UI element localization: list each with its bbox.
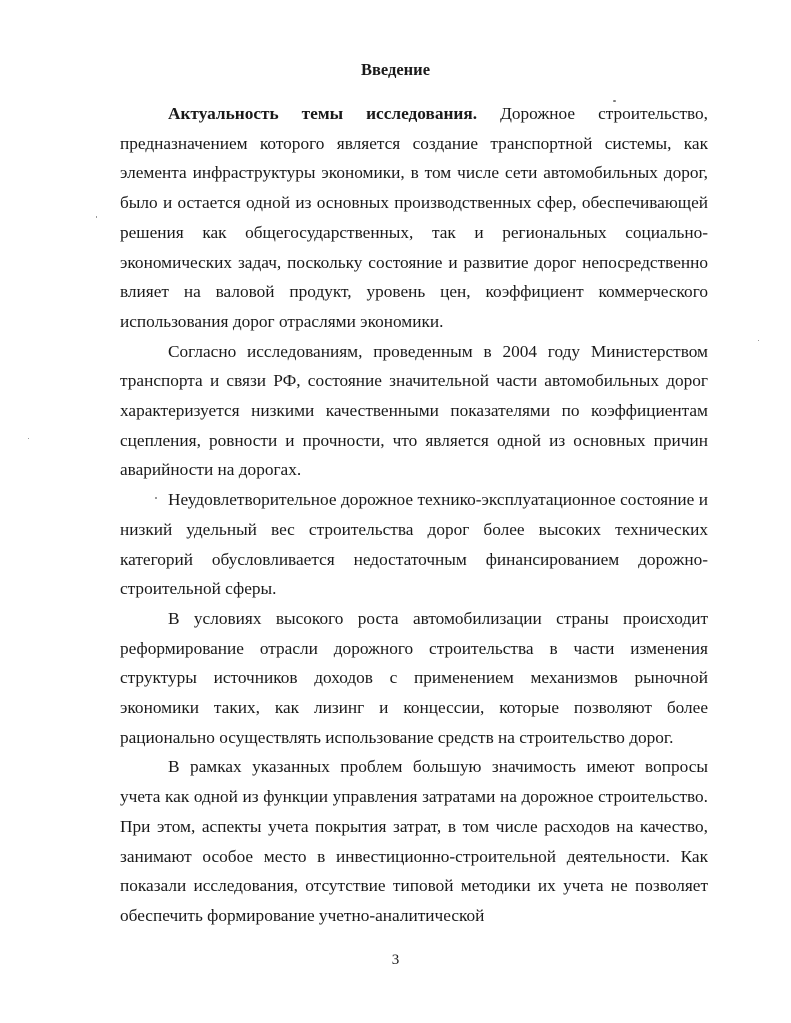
paragraph-reform: В условиях высокого роста автомобилизации страны происходит реформирование отрасли дорожного строительства в части изменения структуры источников доходов с применением механизмов рыночной экономики таких, как лизинг и концессии, которые позволяют более рационально осуществлять использование средств на строительство дорог. bbox=[120, 608, 708, 747]
body-text bbox=[120, 99, 708, 931]
scan-speck bbox=[155, 497, 157, 499]
paragraph-lead: Актуальность темы исследования. bbox=[168, 104, 478, 123]
scan-speck bbox=[28, 438, 29, 439]
scan-speck bbox=[758, 340, 759, 341]
scan-speck bbox=[613, 100, 616, 102]
paragraph-text: Дорожное строительство, предназначением которого является создание транспортной системы, как элемента инфраструктуры экономики, в том числе сети автомобильных дорог, было и остается одной из основных производственных сфер, обеспечивающей решения как общегосударственных, так и региональных социально-экономических задач, поскольку состояние и развитие дорог непосредственно влияет на валовой продукт, уровень цен, коэффициент коммерческого использования дорог отраслями экономики. bbox=[120, 104, 708, 331]
page-number: 3 bbox=[391, 952, 400, 968]
scan-speck bbox=[96, 216, 97, 218]
paragraph-relevance bbox=[120, 99, 708, 337]
page-title: Введение bbox=[360, 60, 431, 79]
paragraph-research: Согласно исследованиям, проведенным в 2004 году Министерством транспорта и связи РФ, состояние значительной части автомобильных дорог характеризуется низкими качественными показателями по коэффициентам сцепления, ровности и прочности, что является одной из основных причин аварийности на дорогах. bbox=[120, 341, 708, 480]
paragraph-condition: Неудовлетворительное дорожное технико-эксплуатационное состояние и низкий удельный вес строительства дорог более высоких технических категорий обусловливается недостаточным финансированием дорожно-строительной сферы. bbox=[120, 490, 708, 599]
paragraph-accounting: В рамках указанных проблем большую значимость имеют вопросы учета как одной из функции управления затратами на дорожное строительство. При этом, аспекты учета покрытия затрат, в том числе расходов на качество, занимают особое место в инвестиционно-строительной деятельности. Как показали исследования, отсутствие типовой методики их учета не позволяет обеспечить формирование учетно-аналитической bbox=[120, 757, 708, 925]
